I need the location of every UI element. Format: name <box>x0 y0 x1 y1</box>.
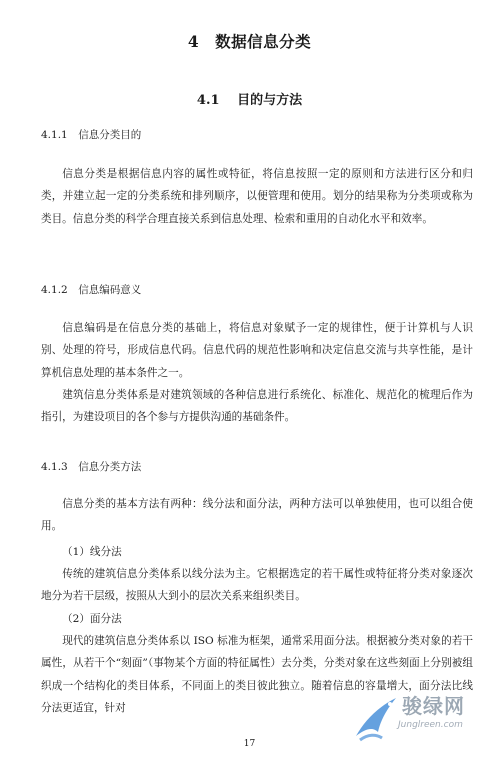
item-label-facet-method: （2）面分法 <box>62 613 122 625</box>
subsection-heading-4-1-1: 4.1.1 信息分类目的 <box>41 129 142 141</box>
watermark-url: Junglreen.com <box>398 720 463 730</box>
subsection-heading-4-1-3: 4.1.3 信息分类方法 <box>41 461 142 473</box>
item-label-line-method: （1）线分法 <box>62 546 122 558</box>
paragraph-classification-purpose: 信息分类是根据信息内容的属性或特征，将信息按照一定的原则和方法进行区分和归类，并建立起一定的分类系统和排列顺序，以便管理和使用。划分的结果称为分类项或称为类目。信息分类的科学合理直接关系到信息处理、检索和重用的自动化水平和效率。 <box>41 168 473 225</box>
page-number: 17 <box>243 739 256 749</box>
watermark <box>350 688 495 748</box>
paragraph-encoding-meaning: 信息编码是在信息分类的基础上，将信息对象赋予一定的规律性，便于计算机与人识别、处理的符号，形成信息代码。信息代码的规范性影响和决定信息交流与共享性能，是计算机信息处理的基本条件之一。 <box>41 322 473 379</box>
watermark-logo-text: 骏绿网 <box>402 694 465 718</box>
chapter-title: 4 数据信息分类 <box>187 32 312 51</box>
paragraph-line-method: 传统的建筑信息分类体系以线分法为主。它根据选定的若干属性或特征将分类对象逐次地分为若干层级，按照从大到小的层次关系来组织类目。 <box>41 568 473 603</box>
paragraph-building-classification-system: 建筑信息分类体系是对建筑领域的各种信息进行系统化、标准化、规范化的梳理后作为指引，为建设项目的各个参与方提供沟通的基础条件。 <box>41 389 473 424</box>
section-title: 4.1 目的与方法 <box>196 93 303 108</box>
paragraph-classification-methods: 信息分类的基本方法有两种：线分法和面分法，两种方法可以单独使用，也可以组合使用。 <box>41 498 473 533</box>
bird-logo-icon <box>350 692 402 746</box>
subsection-heading-4-1-2: 4.1.2 信息编码意义 <box>41 284 142 296</box>
paragraph-facet-method: 现代的建筑信息分类体系以 ISO 标准为框架，通常采用面分法。根据被分类对象的若干属性，从若干个“刻面”（事物某个方面的特征属性）去分类，分类对象在这些刻面上分别被组织成一个结构化的类目体系，不同面上的类目彼此独立。随着信息的容量增大，面分法比线分法更适宜，针对 <box>41 635 473 714</box>
